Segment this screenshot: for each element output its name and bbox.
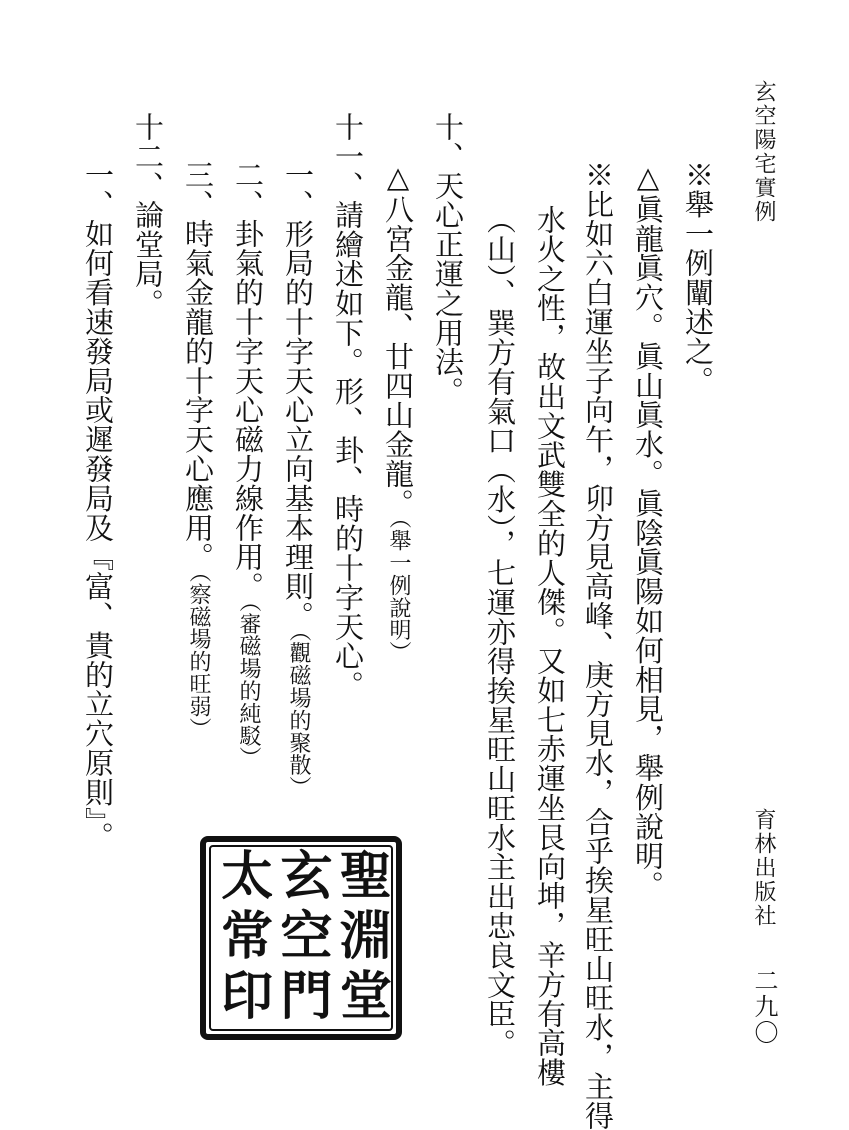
text-column-11 <box>181 160 215 740</box>
book-title: 玄空陽宅實例 <box>751 80 776 224</box>
column-11-main: 三、時氣金龍的十字天心應用。 <box>181 160 215 572</box>
seal-column-3: 太常印 <box>211 848 272 1028</box>
column-10-note: （審磁場的純駁） <box>236 601 261 770</box>
column-9-main: 一、形局的十字天心立向基本理則。 <box>281 160 315 631</box>
text-column-3: ※比如六白運坐子向午，卯方見高峰、庚方見水，合乎挨星旺山旺水，主得 <box>581 160 615 1130</box>
text-column-10 <box>231 160 265 770</box>
text-column-5: （山）、巽方有氣口（水），七運亦得挨星旺山旺水主出忠良文臣。 <box>483 205 517 1058</box>
publisher-name: 育林出版社 <box>751 808 776 928</box>
seal-column-1: 聖淵堂 <box>330 848 391 1028</box>
column-7-note: （舉一例說明） <box>386 517 411 664</box>
column-9-note: （觀磁場的聚散） <box>286 630 311 799</box>
text-column-4: 水火之性，故出文武雙全的人傑。又如七赤運坐艮向坤，辛方有高樓 <box>533 205 567 1087</box>
text-column-7 <box>381 160 415 664</box>
seal-column-2: 玄空門 <box>270 848 331 1028</box>
column-10-main: 二、卦氣的十字天心磁力線作用。 <box>231 160 265 601</box>
text-column-13: 一、如何看速發局或遲發局及『富、貴的立穴原則』。 <box>81 160 115 852</box>
section-eleven-heading: 十一、請繪述如下。形、卦、時的十字天心。 <box>331 112 365 700</box>
text-column-2: △眞龍眞穴。眞山眞水。眞陰眞陽如何相見，舉例說明。 <box>631 160 665 900</box>
text-column-1: ※舉一例闡述之。 <box>681 160 715 396</box>
column-11-note: （察磁場的旺弱） <box>186 571 211 740</box>
text-column-9 <box>281 160 315 799</box>
seal-stamp <box>200 836 402 1040</box>
page-number: 二九〇 <box>750 968 778 1046</box>
section-ten-heading: 十、天心正運之用法。 <box>431 112 465 406</box>
column-7-main: △八宮金龍、廿四山金龍。 <box>381 160 415 518</box>
section-twelve-heading: 十二、論堂局。 <box>131 112 165 318</box>
